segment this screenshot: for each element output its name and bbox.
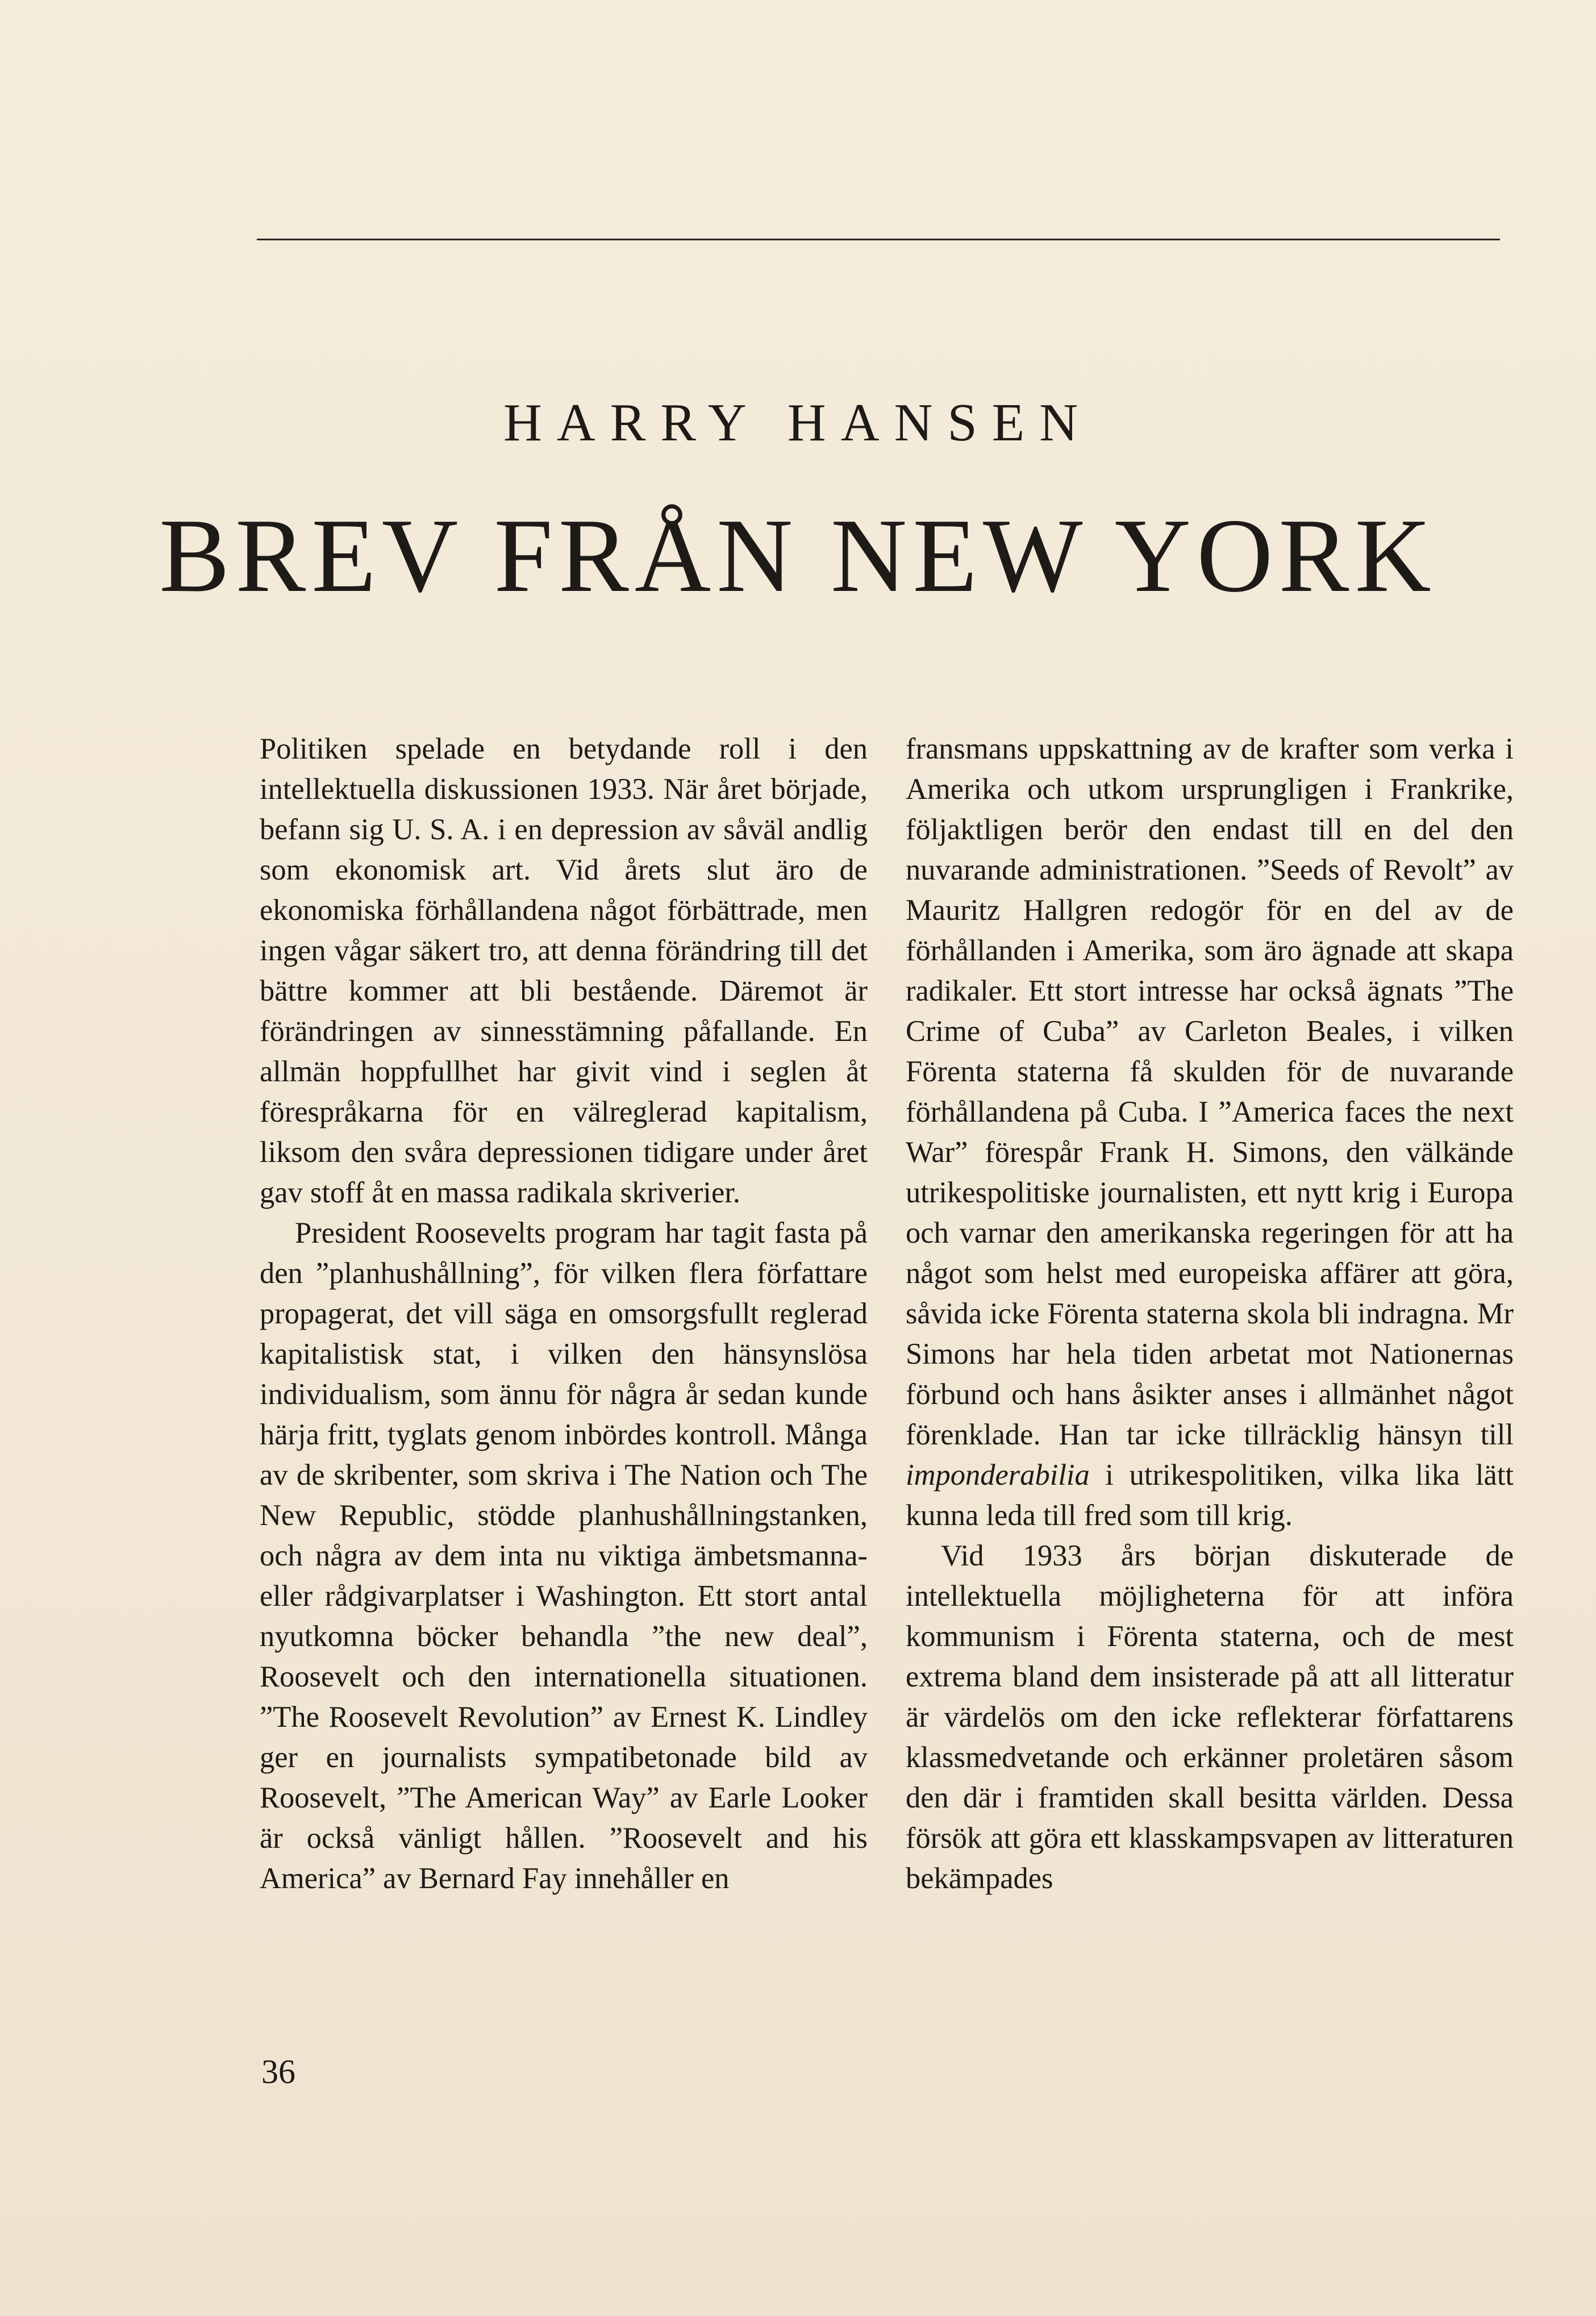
italic-term: imponderabilia <box>906 1459 1090 1492</box>
right-column <box>906 729 1514 1899</box>
paragraph: President Roosevelts program har tagit fasta på den ”planhushållning”, för vilken flera författare propagerat, det vill säga en omsorgsfullt reglerad kapitalistisk stat, i vilken den hänsynslösa individualism, som ännu för några år sedan kunde härja fritt, tyglats genom inbördes kontroll. Många av de skribenter, som skriva i The Nation och The New Republic, stödde planhushållningstanken, och några av dem inta nu viktiga ämbetsmanna- eller rådgivarplatser i Washington. Ett stort antal nyutkomna böcker behandla ”the new deal”, Roosevelt och den internationella situationen. ”The Roosevelt Revolution” av Ernest K. Lindley ger en journalists sympatibetonade bild av Roosevelt, ”The American Way” av Earle Looker är också vänligt hållen. ”Roosevelt and his America” av Bernard Fay innehåller en <box>260 1217 868 1895</box>
article-title: BREV FRÅN NEW YORK <box>159 497 1437 614</box>
paragraph-text: fransmans uppskattning av de krafter som verka i Amerika och utkom ursprungligen i Frankrike, följaktligen berör den endast till en del den nuvarande administrationen. ”Seeds of Revolt” av Mauritz Hallgren redogör för en del av de förhållanden i Amerika, som äro ägnade att skapa radikaler. Ett stort intresse har också ägnats ”The Crime of Cuba” av Carleton Beales, i vilken Förenta staterna få skulden för de nuvarande förhållandena på Cuba. I ”America faces the next War” förespår Frank H. Simons, den välkände utrikespolitiske journalisten, ett nytt krig i Europa och varnar den amerikanska regeringen för att ha något som helst med europeiska affärer att göra, såvida icke Förenta staterna skola bli indragna. Mr Simons har hela tiden arbetat mot Nationernas förbund och hans åsikter anses i allmänhet något förenklade. Han tar icke tillräcklig hänsyn till <box>906 732 1514 1451</box>
author-name: HARRY HANSEN <box>503 393 1093 452</box>
left-column <box>260 729 868 1899</box>
paragraph: Vid 1933 års början diskuterade de intellektuella möjligheterna för att införa kommunism i Förenta staterna, och de mest extrema bland dem insisterade på att all litteratur är värdelös om den icke reflekterar författarens klassmedvetande och erkänner proletären såsom den där i framtiden skall besitta världen. Dessa försök att göra ett klasskampsvapen av litteraturen bekämpades <box>906 1539 1514 1895</box>
paragraph-text: i utrikespolitiken, vilka lika lätt kunna leda till fred som till krig. <box>906 1459 1514 1532</box>
page-number: 36 <box>261 2053 295 2090</box>
paragraph: Politiken spelade en betydande roll i den intellektuella diskussionen 1933. När året började, befann sig U. S. A. i en depression av såväl andlig som ekonomisk art. Vid årets slut äro de ekonomiska förhållandena något förbättrade, men ingen vågar säkert tro, att denna förändring till det bättre kommer att bli bestående. Däremot är förändringen av sinnesstämning påfallande. En allmän hoppfullhet har givit vind i seglen åt förespråkarna för en välreglerad kapitalism, liksom den svåra depressionen tidigare under året gav stoff åt en massa radikala skriverier. <box>260 732 868 1209</box>
top-rule <box>257 239 1500 240</box>
paragraph <box>906 729 1514 1536</box>
